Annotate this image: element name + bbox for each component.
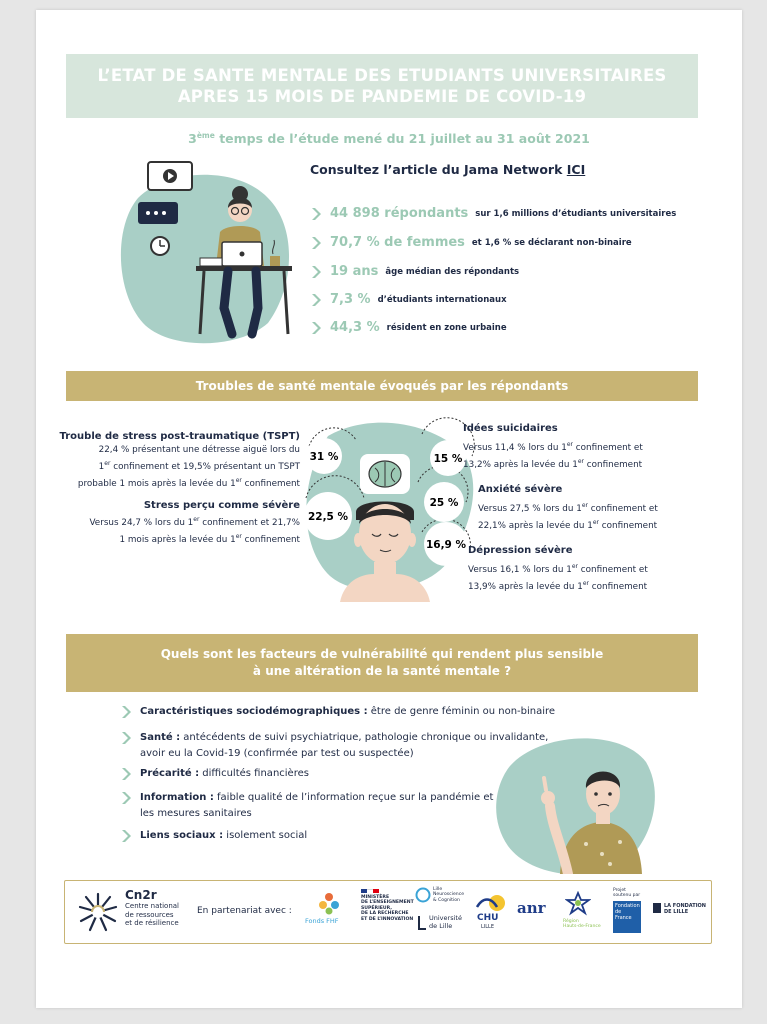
depression-line-1b: confinement et [578, 564, 648, 575]
stat-label: sur 1,6 millions d’étudiants universitaires [475, 208, 677, 219]
suicide-sup-1: er [566, 441, 573, 448]
stress-sup-1: er [193, 516, 200, 523]
cn2r-name: Cn2r [125, 888, 157, 902]
chu-label: CHU [477, 913, 499, 923]
stat-value: 19 ans [330, 264, 379, 279]
percent-suicide: 15 % [433, 453, 463, 465]
section3-title-line-1: Quels sont les facteurs de vulnérabilité qui rendent plus sensible [160, 647, 604, 661]
chevron-right-icon [120, 767, 134, 781]
factor-item [120, 828, 307, 844]
subtitle-text: temps de l’étude mené du 21 juillet au 31 août 2021 [214, 131, 590, 147]
anxiete-sup-1: er [581, 502, 588, 509]
fondation-de-france-logo [613, 901, 641, 933]
chevron-right-icon [310, 321, 324, 335]
anxiete-text [478, 499, 740, 533]
section-header-troubles [66, 371, 698, 401]
tspt-line-2b: confinement et 19,5% présentant un TSPT [110, 461, 300, 472]
factor-text: faible qualité de l’information reçue sur la pandémie et [213, 792, 494, 803]
partner-label: En partenariat avec : [197, 906, 292, 916]
la-fondation-de-lille-text [664, 903, 706, 915]
block-anxiete [478, 484, 740, 533]
anr-logo: anr [517, 899, 546, 917]
stat-label: résident en zone urbaine [386, 322, 507, 333]
region-line-1: Région [563, 919, 579, 924]
chevron-right-icon [120, 705, 134, 719]
factor-label: Santé : [140, 732, 181, 743]
lille-neuroscience-text [433, 887, 464, 903]
fdf-line-2: de [615, 909, 622, 915]
anxiete-sup-2: er [592, 518, 599, 526]
anxiete-line-2a: 22,1% après la levée du 1 [478, 520, 593, 531]
stat-value: 7,3 % [330, 292, 371, 307]
thinking-man-illustration [490, 726, 658, 874]
block-stress [56, 500, 300, 547]
jama-text: Consultez l’article du Jama Network [310, 162, 567, 177]
universite-lille-text [429, 915, 462, 930]
infographic-page [36, 10, 742, 1008]
section-title [161, 646, 604, 680]
stat-value: 70,7 % de femmes [330, 235, 465, 250]
suicide-sup-2: er [577, 457, 584, 465]
block-depression [468, 545, 738, 594]
depression-sup-2: er [582, 579, 589, 587]
percent-depression: 16,9 % [425, 539, 467, 551]
ministere-line-2: DE L’ENSEIGNEMENT [361, 900, 414, 906]
ministere-line-3: SUPÉRIEUR, [361, 905, 393, 911]
block-tspt [56, 431, 300, 491]
fdf-top-2: soutenu par [613, 893, 641, 898]
factor-label: Caractéristiques sociodémographiques : [140, 706, 368, 717]
suicide-line-2b: confinement [583, 459, 643, 470]
univ-line-2: de Lille [429, 921, 453, 930]
fdf-line-3: France [615, 915, 632, 921]
subtitle-prefix: 3 [188, 131, 197, 147]
univ-line-1: Université [429, 914, 462, 922]
cn2r-logo-icon [77, 891, 119, 933]
stat-item [310, 264, 519, 279]
tspt-line-3b: confinement [241, 478, 300, 489]
la-fondation-de-lille-icon [653, 903, 661, 913]
depression-title: Dépression sévère [468, 545, 573, 556]
subtitle-sup: ème [196, 131, 215, 140]
title-line-2: APRES 15 MOIS DE PANDEMIE DE COVID-19 [177, 87, 587, 106]
tspt-text [56, 444, 300, 491]
depression-sup-1: er [571, 563, 578, 570]
region-text [563, 919, 601, 930]
region-line-2: Hauts-de-France [563, 924, 601, 930]
ministere-line-5: ET DE L’INNOVATION [361, 916, 414, 922]
depression-line-2a: 13,9% après la levée du 1 [468, 581, 583, 592]
region-hauts-de-france-icon [565, 891, 591, 917]
stress-line-1a: Versus 24,7 % lors du 1 [89, 517, 194, 528]
section3-title-line-2: à une altération de la santé mentale ? [252, 664, 512, 678]
factor-item [120, 766, 309, 782]
page-title [97, 65, 666, 107]
factor-text: antécédents de suivi psychiatrique, pathologie chronique ou invalidante, [180, 732, 549, 743]
factor-item [120, 704, 555, 720]
chevron-right-icon [310, 207, 324, 221]
tspt-line-1: 22,4 % présentant une détresse aiguë lors du [98, 445, 300, 455]
tspt-sup-2: er [235, 476, 242, 484]
stress-line-2b: confinement [241, 534, 300, 545]
depression-text [468, 560, 738, 594]
factor-item [120, 790, 493, 822]
universite-lille-icon [417, 915, 427, 931]
lafondation-line-1: LA FONDATION [664, 903, 706, 909]
depression-line-1a: Versus 16,1 % lors du 1 [468, 564, 572, 575]
stat-item [310, 320, 507, 335]
stress-title: Stress perçu comme sévère [143, 500, 300, 511]
cn2r-line-1: Centre national [125, 902, 180, 910]
percent-anxiete: 25 % [429, 497, 459, 509]
chevron-right-icon [310, 265, 324, 279]
suicide-line-1a: Versus 11,4 % lors du 1 [463, 442, 567, 453]
lille-neuro-line-3: & Cognition [433, 897, 460, 903]
stress-text [56, 513, 300, 547]
stress-line-1b: confinement et 21,7% [199, 517, 300, 528]
anxiete-title: Anxiété sévère [478, 484, 563, 495]
lille-neuroscience-icon [415, 887, 431, 903]
cn2r-line-3: et de résilience [125, 919, 179, 927]
stat-label: d’étudiants internationaux [377, 294, 507, 305]
depression-line-2b: confinement [588, 581, 648, 592]
tspt-line-3a: probable 1 mois après la levée du 1 [77, 478, 236, 489]
french-flag-red [373, 889, 379, 893]
fondation-de-france-top-text [613, 888, 640, 898]
percent-tspt: 31 % [309, 451, 339, 463]
study-subtitle [36, 131, 742, 146]
stress-sup-2: er [235, 532, 242, 540]
suicide-text [463, 438, 733, 472]
anxiete-line-1b: confinement et [588, 503, 658, 514]
lille-neuro-line-1: Lille [433, 887, 443, 892]
section-title: Troubles de santé mentale évoqués par les répondants [195, 379, 569, 393]
stat-label: âge médian des répondants [385, 266, 520, 277]
factor-item [120, 730, 548, 762]
tspt-title: Trouble de stress post-traumatique (TSPT) [59, 431, 300, 442]
factor-text: isolement social [223, 830, 308, 841]
fonds-fhf-logo-icon [317, 891, 341, 915]
cn2r-line-2: de ressources [125, 910, 174, 919]
ministere-logo-text [361, 895, 414, 922]
jama-link[interactable]: ICI [566, 162, 586, 177]
tspt-line-2a: 1 [98, 461, 105, 472]
suicide-title: Idées suicidaires [463, 423, 558, 434]
ministere-line-4: DE LA RECHERCHE [361, 911, 409, 917]
chevron-right-icon [310, 293, 324, 307]
section-header-vulnerabilite [66, 634, 698, 692]
fonds-fhf-label: Fonds FHF [305, 917, 339, 925]
factor-text-2: avoir eu la Covid-19 (confirmée par test ou suspectée) [140, 748, 414, 759]
factor-label: Précarité : [140, 768, 200, 779]
chevron-right-icon [120, 791, 134, 805]
percent-stress: 22,5 % [307, 511, 349, 523]
suicide-line-2a: 13,2% après la levée du 1 [463, 459, 578, 470]
tspt-sup-1: er [104, 460, 111, 467]
title-line-1: L’ETAT DE SANTE MENTALE DES ETUDIANTS UNIVERSITAIRES [97, 66, 667, 85]
fdf-line-1: Fondation [615, 903, 640, 909]
fdf-top-1: Projet [613, 888, 626, 893]
factor-text: difficultés financières [199, 768, 309, 779]
title-band [66, 54, 698, 118]
partners-footer [64, 880, 712, 944]
stat-value: 44,3 % [330, 320, 380, 335]
chevron-right-icon [310, 236, 324, 250]
student-laptop-illustration [108, 158, 308, 350]
chu-lille-icon [475, 893, 505, 913]
factor-label: Information : [140, 792, 214, 803]
stat-item [310, 292, 507, 307]
block-suicide [463, 423, 733, 472]
chevron-right-icon [120, 731, 134, 745]
stress-line-2a: 1 mois après la levée du 1 [119, 534, 236, 545]
factor-text-2: les mesures sanitaires [140, 808, 252, 819]
stat-value: 44 898 répondants [330, 206, 469, 221]
stat-item [310, 206, 676, 221]
jama-article-text [310, 162, 585, 177]
stat-item [310, 235, 632, 250]
ministere-line-1: MINISTÈRE [361, 895, 390, 900]
anxiete-line-1a: Versus 27,5 % lors du 1 [478, 503, 582, 514]
cn2r-logo-text [125, 888, 179, 928]
stat-label: et 1,6 % se déclarant non-binaire [471, 237, 632, 248]
factor-label: Liens sociaux : [140, 830, 224, 841]
chevron-right-icon [120, 829, 134, 843]
chu-sub-label: LILLE [481, 924, 494, 930]
head-brain-illustration [300, 416, 480, 602]
factor-text: être de genre féminin ou non-binaire [367, 706, 556, 717]
anxiete-line-2b: confinement [598, 520, 658, 531]
lille-neuro-line-2: Neuroscience [433, 892, 465, 898]
suicide-line-1b: confinement et [573, 442, 643, 453]
lafondation-line-2: DE LILLE [664, 909, 689, 915]
